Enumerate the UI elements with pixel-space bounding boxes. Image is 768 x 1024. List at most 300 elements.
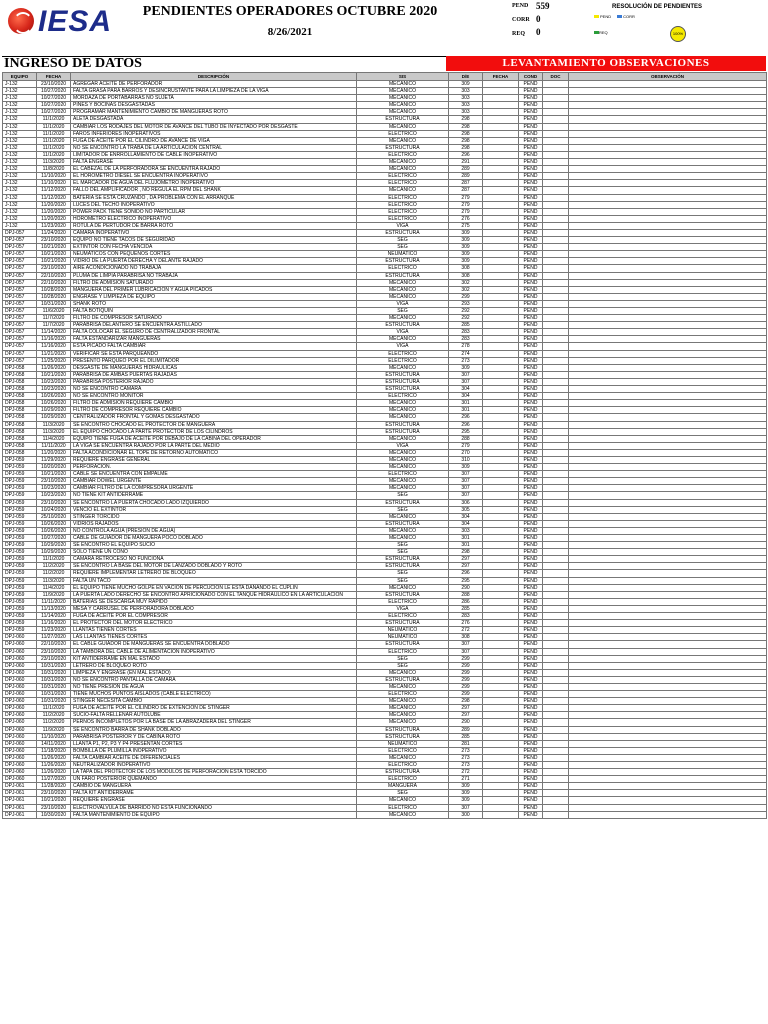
cell-doc — [543, 151, 569, 158]
cell-fecha: 11/18/2020 — [37, 747, 71, 754]
cell-doc — [543, 683, 569, 690]
cell-fecha-levantamiento — [483, 506, 519, 513]
table-row — [3, 151, 767, 158]
legend-swatch — [617, 15, 622, 18]
cell-doc — [543, 698, 569, 705]
table-row — [3, 258, 767, 265]
cell-cond: PEND — [519, 293, 543, 300]
cell-observacion — [569, 336, 767, 343]
cell-observacion — [569, 676, 767, 683]
cell-sis: MECANICO — [357, 279, 449, 286]
cell-descripcion: CAMBIAR FILTRO DE LA COMPRESORA URGENTE — [71, 485, 357, 492]
cell-sis: ELECTRICO — [357, 762, 449, 769]
cell-fecha-levantamiento — [483, 542, 519, 549]
cell-doc — [543, 258, 569, 265]
cell-descripcion: PARABRISA POSTERIOR RAJADO — [71, 378, 357, 385]
chart-legend — [594, 14, 635, 19]
cell-cond: PEND — [519, 229, 543, 236]
cell-fecha-levantamiento — [483, 456, 519, 463]
cell-observacion — [569, 591, 767, 598]
cell-sis: VIGA — [357, 343, 449, 350]
cell-de: 303 — [449, 527, 483, 534]
cell-observacion — [569, 116, 767, 123]
resolution-title: RESOLUCIÓN DE PENDIENTES — [612, 4, 703, 10]
cell-fecha-levantamiento — [483, 123, 519, 130]
cell-de: 299 — [449, 691, 483, 698]
cell-sis: ELECTRICO — [357, 201, 449, 208]
cell-equipo: DPJ-057 — [3, 343, 37, 350]
cell-cond: PEND — [519, 683, 543, 690]
cell-de: 301 — [449, 535, 483, 542]
cell-fecha: 11/27/2020 — [37, 634, 71, 641]
cell-equipo: DPJ-057 — [3, 272, 37, 279]
column-header: FECHA — [483, 73, 519, 81]
cell-sis: MECANICO — [357, 286, 449, 293]
cell-descripcion: LIMITADOR DE ENRROLLAMIENTO DE CABLE INOPERATIVO — [71, 151, 357, 158]
table-row — [3, 435, 767, 442]
cell-cond: PEND — [519, 194, 543, 201]
cell-doc — [543, 336, 569, 343]
cell-cond: PEND — [519, 776, 543, 783]
cell-descripcion: EL HOROMETRO DIESEL SE ENCUENTRA INOPERATIVO — [71, 173, 357, 180]
cell-doc — [543, 733, 569, 740]
cell-sis: MECANICO — [357, 669, 449, 676]
cell-equipo: DPJ-059 — [3, 506, 37, 513]
column-header: SIS — [357, 73, 449, 81]
cell-sis: ESTRUCTURA — [357, 733, 449, 740]
cell-equipo: J-132 — [3, 222, 37, 229]
cell-observacion — [569, 556, 767, 563]
table-row — [3, 811, 767, 818]
cell-fecha-levantamiento — [483, 272, 519, 279]
cell-equipo: J-132 — [3, 130, 37, 137]
cell-fecha: 11/26/2020 — [37, 762, 71, 769]
table-row — [3, 605, 767, 612]
table-row — [3, 286, 767, 293]
cell-sis: ELECTRICO — [357, 598, 449, 605]
cell-cond: PEND — [519, 797, 543, 804]
cell-sis: SEG — [357, 570, 449, 577]
cell-fecha: 10/27/2020 — [37, 102, 71, 109]
cell-fecha-levantamiento — [483, 116, 519, 123]
cell-cond: PEND — [519, 527, 543, 534]
cell-fecha-levantamiento — [483, 499, 519, 506]
cell-doc — [543, 88, 569, 95]
cell-fecha-levantamiento — [483, 421, 519, 428]
cell-doc — [543, 535, 569, 542]
cell-equipo: DPJ-058 — [3, 400, 37, 407]
cell-fecha-levantamiento — [483, 563, 519, 570]
cell-fecha-levantamiento — [483, 279, 519, 286]
table-row — [3, 187, 767, 194]
cell-observacion — [569, 137, 767, 144]
cell-equipo: DPJ-060 — [3, 769, 37, 776]
cell-descripcion: UN FARO POSTERIOR QUEMANDO — [71, 776, 357, 783]
cell-equipo: DPJ-060 — [3, 634, 37, 641]
cell-doc — [543, 329, 569, 336]
cell-sis: VIGA — [357, 222, 449, 229]
cell-fecha: 10/23/2020 — [37, 378, 71, 385]
cell-cond: PEND — [519, 648, 543, 655]
cell-descripcion: NO CONTROLA AGUA (PRESION DE AGUA) — [71, 527, 357, 534]
cell-sis: MECANICO — [357, 513, 449, 520]
cell-observacion — [569, 577, 767, 584]
cell-descripcion: CAMBIO DE MANGUERA — [71, 783, 357, 790]
cell-equipo: J-132 — [3, 123, 37, 130]
table-row — [3, 712, 767, 719]
cell-fecha: 11/2/2020 — [37, 719, 71, 726]
cell-doc — [543, 393, 569, 400]
cell-fecha-levantamiento — [483, 81, 519, 88]
stat-label-req: REQ — [512, 31, 526, 37]
cell-sis: MECANICO — [357, 719, 449, 726]
cell-fecha: 23/10/2020 — [37, 265, 71, 272]
cell-fecha-levantamiento — [483, 776, 519, 783]
cell-sis: ESTRUCTURA — [357, 371, 449, 378]
table-row — [3, 634, 767, 641]
cell-de: 305 — [449, 506, 483, 513]
table-row — [3, 719, 767, 726]
cell-equipo: DPJ-057 — [3, 293, 37, 300]
table-row — [3, 428, 767, 435]
cell-equipo: DPJ-057 — [3, 279, 37, 286]
table-row — [3, 137, 767, 144]
cell-cond: PEND — [519, 676, 543, 683]
cell-cond: PEND — [519, 208, 543, 215]
cell-doc — [543, 598, 569, 605]
cell-fecha: 10/29/2020 — [37, 542, 71, 549]
cell-doc — [543, 137, 569, 144]
cell-equipo: J-132 — [3, 201, 37, 208]
table-row — [3, 159, 767, 166]
cell-cond: PEND — [519, 605, 543, 612]
cell-fecha-levantamiento — [483, 683, 519, 690]
table-row — [3, 130, 767, 137]
cell-observacion — [569, 762, 767, 769]
cell-observacion — [569, 754, 767, 761]
cell-fecha-levantamiento — [483, 726, 519, 733]
cell-observacion — [569, 527, 767, 534]
cell-fecha-levantamiento — [483, 180, 519, 187]
cell-observacion — [569, 315, 767, 322]
cell-fecha: 10/26/2020 — [37, 393, 71, 400]
cell-fecha: 11/27/2020 — [37, 776, 71, 783]
cell-fecha: 11/1/2020 — [37, 123, 71, 130]
cell-de: 299 — [449, 293, 483, 300]
table-row — [3, 769, 767, 776]
cell-observacion — [569, 733, 767, 740]
cell-equipo: DPJ-059 — [3, 584, 37, 591]
cell-descripcion: PARABRISA DE AMBAS PUERTAS RAJADAS — [71, 371, 357, 378]
cell-observacion — [569, 563, 767, 570]
cell-descripcion: ENGRASE Y LIMPIEZA DE EQUIPO — [71, 293, 357, 300]
cell-cond: PEND — [519, 584, 543, 591]
cell-de: 289 — [449, 726, 483, 733]
cell-observacion — [569, 329, 767, 336]
cell-equipo: DPJ-060 — [3, 705, 37, 712]
legend-swatch — [594, 15, 599, 18]
cell-descripcion: FUGA DE ACEITE POR EL CILINDRO DE AVANCE DE VIGA — [71, 137, 357, 144]
cell-cond: PEND — [519, 315, 543, 322]
cell-fecha-levantamiento — [483, 244, 519, 251]
cell-fecha: 10/29/2020 — [37, 414, 71, 421]
cell-descripcion: FALTA MANTENIMIENTO DE EQUIPO — [71, 811, 357, 818]
cell-sis: VIGA — [357, 605, 449, 612]
cell-observacion — [569, 322, 767, 329]
cell-cond: PEND — [519, 400, 543, 407]
cell-observacion — [569, 421, 767, 428]
cell-fecha-levantamiento — [483, 655, 519, 662]
cell-cond: PEND — [519, 627, 543, 634]
cell-equipo: J-132 — [3, 88, 37, 95]
cell-equipo: DPJ-060 — [3, 669, 37, 676]
cell-doc — [543, 499, 569, 506]
table-row — [3, 754, 767, 761]
cell-descripcion: REQUIERE ENGRASE GENERAL — [71, 456, 357, 463]
cell-doc — [543, 81, 569, 88]
cell-descripcion: CAMBIAR LOS RODAJES DEL MOTOR DE AVANCE DEL TUBO DE INYECTADO POR DESGASTE — [71, 123, 357, 130]
cell-de: 303 — [449, 88, 483, 95]
cell-fecha-levantamiento — [483, 598, 519, 605]
cell-fecha: 10/26/2020 — [37, 527, 71, 534]
cell-fecha-levantamiento — [483, 265, 519, 272]
cell-de: 307 — [449, 804, 483, 811]
cell-doc — [543, 520, 569, 527]
cell-cond: PEND — [519, 783, 543, 790]
cell-observacion — [569, 634, 767, 641]
cell-cond: PEND — [519, 215, 543, 222]
cell-fecha: 11/16/2020 — [37, 343, 71, 350]
cell-fecha-levantamiento — [483, 329, 519, 336]
cell-cond: PEND — [519, 733, 543, 740]
cell-sis: ESTRUCTURA — [357, 620, 449, 627]
cell-fecha: 23/10/2020 — [37, 499, 71, 506]
cell-equipo: DPJ-057 — [3, 350, 37, 357]
cell-observacion — [569, 393, 767, 400]
cell-fecha-levantamiento — [483, 811, 519, 818]
cell-descripcion: MANGUERA DEL PRIMER LUBRICACION Y AGUA PICADOS — [71, 286, 357, 293]
table-row — [3, 449, 767, 456]
cell-fecha-levantamiento — [483, 258, 519, 265]
cell-de: 306 — [449, 499, 483, 506]
cell-doc — [543, 740, 569, 747]
cell-equipo: DPJ-060 — [3, 754, 37, 761]
cell-observacion — [569, 109, 767, 116]
cell-de: 279 — [449, 442, 483, 449]
cell-observacion — [569, 208, 767, 215]
table-row — [3, 499, 767, 506]
cell-observacion — [569, 237, 767, 244]
table-row — [3, 88, 767, 95]
cell-equipo: J-132 — [3, 187, 37, 194]
cell-descripcion: EL CABLE GUIADOR DE MANGUERAS SE ENCUENTRA DOBLADO — [71, 641, 357, 648]
table-row — [3, 81, 767, 88]
cell-descripcion: FALTA COLOCAR EL SEGURO DE CENTRALIZADOR FRONTAL — [71, 329, 357, 336]
cell-sis: ESTRUCTURA — [357, 378, 449, 385]
cell-sis: MECANICO — [357, 478, 449, 485]
cell-cond: PEND — [519, 804, 543, 811]
cell-sis: MECANICO — [357, 811, 449, 818]
cell-observacion — [569, 620, 767, 627]
cell-equipo: DPJ-059 — [3, 570, 37, 577]
cell-descripcion: FALTA GRASA PARA BARROS Y DESINCRUSTANTE PARA LA LIMPIEZA DE LA VIGA — [71, 88, 357, 95]
cell-descripcion: EL EQUIPO TIENE MUCHO GOLPE EN VACION DE PERCUCION LE ESTA DAÑANDO EL CUPLIN — [71, 584, 357, 591]
cell-sis: SEG — [357, 542, 449, 549]
cell-fecha: 11/4/2020 — [37, 584, 71, 591]
table-row — [3, 584, 767, 591]
cell-observacion — [569, 570, 767, 577]
cell-fecha: 11/1/2020 — [37, 130, 71, 137]
cell-cond: PEND — [519, 102, 543, 109]
cell-descripcion: EQUIPO NO TIENE TACOS DE SEGURIDAD — [71, 237, 357, 244]
cell-fecha: 11/7/2020 — [37, 315, 71, 322]
cell-cond: PEND — [519, 300, 543, 307]
cell-cond: PEND — [519, 669, 543, 676]
cell-doc — [543, 350, 569, 357]
cell-descripcion: NEUTRALIZADOR INOPERATIVO — [71, 762, 357, 769]
cell-sis: VIGA — [357, 300, 449, 307]
cell-sis: MECANICO — [357, 754, 449, 761]
cell-fecha-levantamiento — [483, 130, 519, 137]
cell-de: 298 — [449, 123, 483, 130]
cell-equipo: DPJ-059 — [3, 464, 37, 471]
cell-cond: PEND — [519, 144, 543, 151]
cell-de: 283 — [449, 329, 483, 336]
cell-fecha-levantamiento — [483, 166, 519, 173]
cell-observacion — [569, 293, 767, 300]
table-row — [3, 279, 767, 286]
cell-cond: PEND — [519, 435, 543, 442]
cell-observacion — [569, 442, 767, 449]
cell-descripcion: PARABRISA POSTERIOR Y DE CABINA ROTO — [71, 733, 357, 740]
cell-descripcion: FILTRO DE COMPRESOR SATURADO — [71, 315, 357, 322]
cell-sis: VIGA — [357, 329, 449, 336]
cell-doc — [543, 754, 569, 761]
cell-sis: ELECTRICO — [357, 215, 449, 222]
cell-cond: PEND — [519, 634, 543, 641]
cell-sis: SEG — [357, 506, 449, 513]
cell-descripcion: SE ENCONTRO CHOCADO EL PROTECTOR DE MANGUERA — [71, 421, 357, 428]
cell-sis: MECANICO — [357, 683, 449, 690]
cell-de: 307 — [449, 485, 483, 492]
cell-doc — [543, 322, 569, 329]
cell-equipo: DPJ-057 — [3, 336, 37, 343]
cell-fecha-levantamiento — [483, 428, 519, 435]
cell-doc — [543, 442, 569, 449]
cell-descripcion: SHANK ROTO — [71, 300, 357, 307]
table-row — [3, 308, 767, 315]
cell-descripcion: PRESENTO PARQUEO POR EL DILIMITADOR — [71, 357, 357, 364]
cell-sis: MECANICO — [357, 166, 449, 173]
cell-descripcion: EXTINTOR CON FECHA VENCIDA — [71, 244, 357, 251]
cell-fecha-levantamiento — [483, 620, 519, 627]
legend-item-corr: CORR — [617, 14, 635, 19]
cell-descripcion: FALTA BOTIQUIN — [71, 308, 357, 315]
column-header: OBSERVACIÓN — [569, 73, 767, 81]
table-row — [3, 535, 767, 542]
cell-equipo: J-132 — [3, 166, 37, 173]
cell-observacion — [569, 783, 767, 790]
cell-de: 281 — [449, 740, 483, 747]
cell-doc — [543, 279, 569, 286]
cell-fecha-levantamiento — [483, 471, 519, 478]
cell-observacion — [569, 605, 767, 612]
cell-sis: ESTRUCTURA — [357, 499, 449, 506]
cell-observacion — [569, 414, 767, 421]
cell-fecha-levantamiento — [483, 478, 519, 485]
cell-descripcion: SE ENCONTRO LA PUERTA CHOCADO LADO IZQUIERDO — [71, 499, 357, 506]
section-ingreso: INGRESO DE DATOS — [4, 56, 142, 71]
table-row — [3, 563, 767, 570]
cell-fecha-levantamiento — [483, 705, 519, 712]
cell-de: 307 — [449, 371, 483, 378]
cell-doc — [543, 286, 569, 293]
cell-fecha: 10/28/2020 — [37, 293, 71, 300]
cell-fecha: 10/27/2020 — [37, 535, 71, 542]
cell-cond: PEND — [519, 570, 543, 577]
cell-fecha: 11/20/2020 — [37, 208, 71, 215]
cell-equipo: DPJ-059 — [3, 556, 37, 563]
cell-fecha: 11/12/2020 — [37, 194, 71, 201]
column-header: FECHA — [37, 73, 71, 81]
cell-fecha-levantamiento — [483, 88, 519, 95]
cell-doc — [543, 428, 569, 435]
cell-sis: ESTRUCTURA — [357, 322, 449, 329]
cell-descripcion: FUGA DE ACEITE POR EL COMPRESOR — [71, 613, 357, 620]
cell-descripcion: STINGER NECESITA CAMBIO — [71, 698, 357, 705]
cell-equipo: DPJ-059 — [3, 527, 37, 534]
cell-equipo: DPJ-058 — [3, 407, 37, 414]
cell-cond: PEND — [519, 428, 543, 435]
cell-sis: MECANICO — [357, 435, 449, 442]
cell-equipo: DPJ-059 — [3, 605, 37, 612]
cell-fecha-levantamiento — [483, 691, 519, 698]
cell-fecha-levantamiento — [483, 215, 519, 222]
cell-doc — [543, 613, 569, 620]
cell-doc — [543, 201, 569, 208]
cell-doc — [543, 804, 569, 811]
table-row — [3, 676, 767, 683]
cell-cond: PEND — [519, 137, 543, 144]
cell-de: 297 — [449, 556, 483, 563]
cell-fecha: 10/31/2020 — [37, 691, 71, 698]
cell-fecha: 22/10/2020 — [37, 272, 71, 279]
cell-de: 290 — [449, 719, 483, 726]
cell-observacion — [569, 286, 767, 293]
cell-descripcion: NO SE ENCONTRO PANTALLA DE CAMARA — [71, 676, 357, 683]
cell-fecha-levantamiento — [483, 584, 519, 591]
table-row — [3, 315, 767, 322]
cell-sis: ELECTRICO — [357, 350, 449, 357]
cell-descripcion: CABLE DE GUIADOR DE MANGUERA POCO DOBLADO — [71, 535, 357, 542]
cell-fecha: 10/23/2020 — [37, 386, 71, 393]
cell-equipo: DPJ-057 — [3, 300, 37, 307]
cell-de: 307 — [449, 471, 483, 478]
cell-de: 304 — [449, 520, 483, 527]
cell-fecha: 10/27/2020 — [37, 109, 71, 116]
cell-descripcion: LA PUERTA LADO DERECHO SE ENCONTRO APRICIONADO CON EL TANQUE HIDRAULICO EN LA ARTICULACIÓN — [71, 591, 357, 598]
cell-cond: PEND — [519, 641, 543, 648]
cell-sis: MECANICO — [357, 414, 449, 421]
cell-fecha: 11/1/2020 — [37, 137, 71, 144]
cell-fecha: 11/26/2020 — [37, 769, 71, 776]
cell-fecha: 10/31/2020 — [37, 683, 71, 690]
report-date: 8/26/2021 — [267, 26, 313, 38]
cell-fecha-levantamiento — [483, 308, 519, 315]
cell-fecha: 11/9/2020 — [37, 591, 71, 598]
cell-cond: PEND — [519, 442, 543, 449]
table-row — [3, 414, 767, 421]
